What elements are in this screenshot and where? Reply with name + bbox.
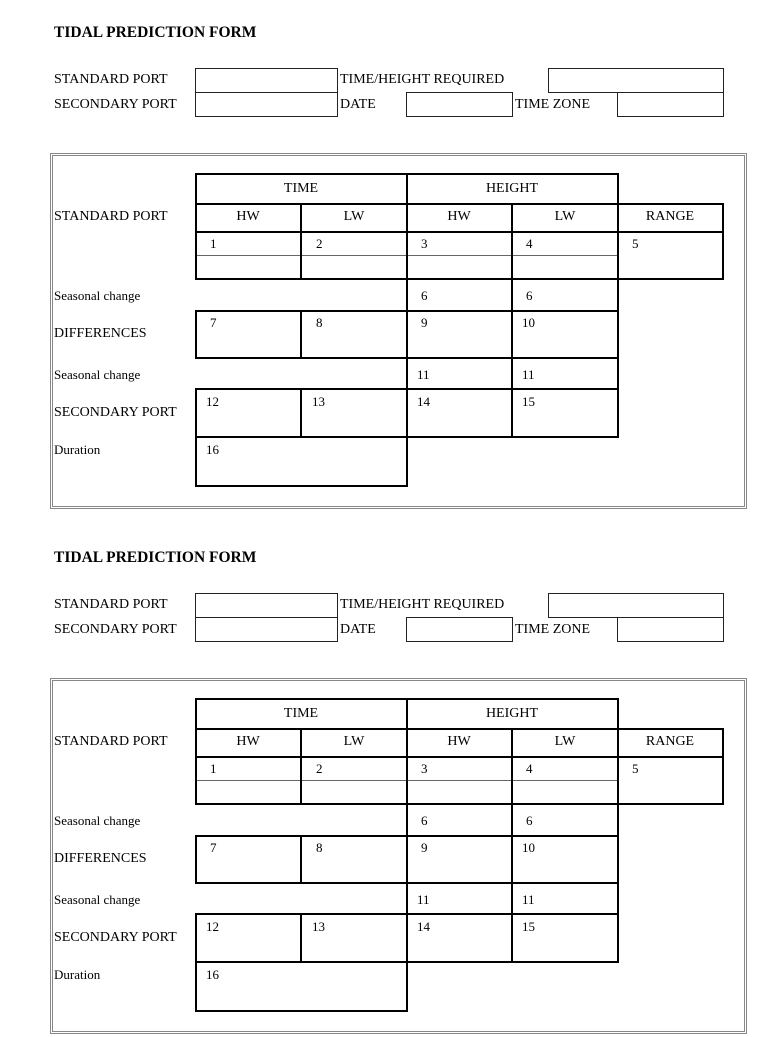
cell-number: 10 [522,840,535,855]
cell-number: 4 [526,761,533,776]
time-lw-header: LW [343,734,365,749]
cell-16[interactable] [195,961,408,1012]
time-height-required-label: TIME/HEIGHT REQUIRED [340,597,505,612]
cell-number: 6 [421,288,428,303]
cell-number: 16 [206,442,219,457]
cell-number: 12 [206,919,219,934]
cell-number: 11 [522,892,535,907]
cell-divider [302,255,406,256]
cell-number: 7 [210,315,217,330]
cell-divider [513,780,617,781]
date-input[interactable] [406,92,513,117]
secondary-port-label: SECONDARY PORT [54,97,177,112]
row-label-seasonal-change: Seasonal change [54,813,141,828]
cell-number: 15 [522,394,535,409]
row-label-seasonal-change-2: Seasonal change [54,367,141,382]
time-height-required-label: TIME/HEIGHT REQUIRED [340,72,505,87]
row-label-seasonal-change: Seasonal change [54,288,141,303]
range-header: RANGE [645,734,695,749]
cell-number: 16 [206,967,219,982]
cell-number: 6 [526,813,533,828]
cell-number: 15 [522,919,535,934]
row-label-duration: Duration [54,967,101,982]
cell-divider [408,780,511,781]
date-label: DATE [340,97,376,112]
cell-number: 6 [526,288,533,303]
range-header: RANGE [645,209,695,224]
height-lw-header: LW [554,734,576,749]
time-hw-header: HW [236,209,260,224]
cell-divider [408,255,511,256]
secondary-port-input[interactable] [195,92,338,117]
time-zone-input[interactable] [617,92,724,117]
cell-number: 9 [421,315,428,330]
cell-number: 2 [316,236,323,251]
form-title: TIDAL PREDICTION FORM [54,24,257,41]
row-label-seasonal-change-2: Seasonal change [54,892,141,907]
height-hw-header: HW [447,209,471,224]
standard-port-input[interactable] [195,593,338,618]
cell-16[interactable] [195,436,408,487]
cell-divider [513,255,617,256]
cell-divider [302,780,406,781]
cell-number: 2 [316,761,323,776]
date-input[interactable] [406,617,513,642]
tidal-prediction-form-2 [0,525,768,1037]
cell-number: 5 [632,236,639,251]
time-height-required-input[interactable] [548,68,724,93]
cell-divider [197,255,300,256]
cell-number: 14 [417,919,430,934]
cell-number: 6 [421,813,428,828]
height-hw-header: HW [447,734,471,749]
height-header: HEIGHT [485,706,539,721]
cell-number: 3 [421,761,428,776]
cell-number: 4 [526,236,533,251]
cell-number: 9 [421,840,428,855]
height-lw-header: LW [554,209,576,224]
cell-number: 13 [312,394,325,409]
cell-number: 1 [210,236,217,251]
cell-number: 7 [210,840,217,855]
time-header: TIME [283,706,319,721]
time-lw-header: LW [343,209,365,224]
time-header: TIME [283,181,319,196]
tidal-prediction-form-1 [0,0,768,512]
cell-number: 13 [312,919,325,934]
standard-port-label: STANDARD PORT [54,597,168,612]
secondary-port-input[interactable] [195,617,338,642]
time-zone-label: TIME ZONE [515,622,591,637]
time-hw-header: HW [236,734,260,749]
row-label-standard-port: STANDARD PORT [54,209,168,224]
row-label-secondary-port: SECONDARY PORT [54,405,177,420]
cell-number: 3 [421,236,428,251]
row-label-duration: Duration [54,442,101,457]
cell-number: 1 [210,761,217,776]
time-zone-input[interactable] [617,617,724,642]
cell-number: 12 [206,394,219,409]
row-label-differences: DIFFERENCES [54,326,147,341]
cell-number: 11 [417,367,430,382]
row-label-differences: DIFFERENCES [54,851,147,866]
form-title: TIDAL PREDICTION FORM [54,549,257,566]
date-label: DATE [340,622,376,637]
cell-number: 11 [522,367,535,382]
cell-number: 10 [522,315,535,330]
time-height-required-input[interactable] [548,593,724,618]
cell-divider [197,780,300,781]
cell-number: 11 [417,892,430,907]
standard-port-label: STANDARD PORT [54,72,168,87]
secondary-port-label: SECONDARY PORT [54,622,177,637]
height-header: HEIGHT [485,181,539,196]
standard-port-input[interactable] [195,68,338,93]
row-label-secondary-port: SECONDARY PORT [54,930,177,945]
cell-number: 8 [316,840,323,855]
cell-number: 5 [632,761,639,776]
time-zone-label: TIME ZONE [515,97,591,112]
row-label-standard-port: STANDARD PORT [54,734,168,749]
cell-number: 14 [417,394,430,409]
cell-number: 8 [316,315,323,330]
